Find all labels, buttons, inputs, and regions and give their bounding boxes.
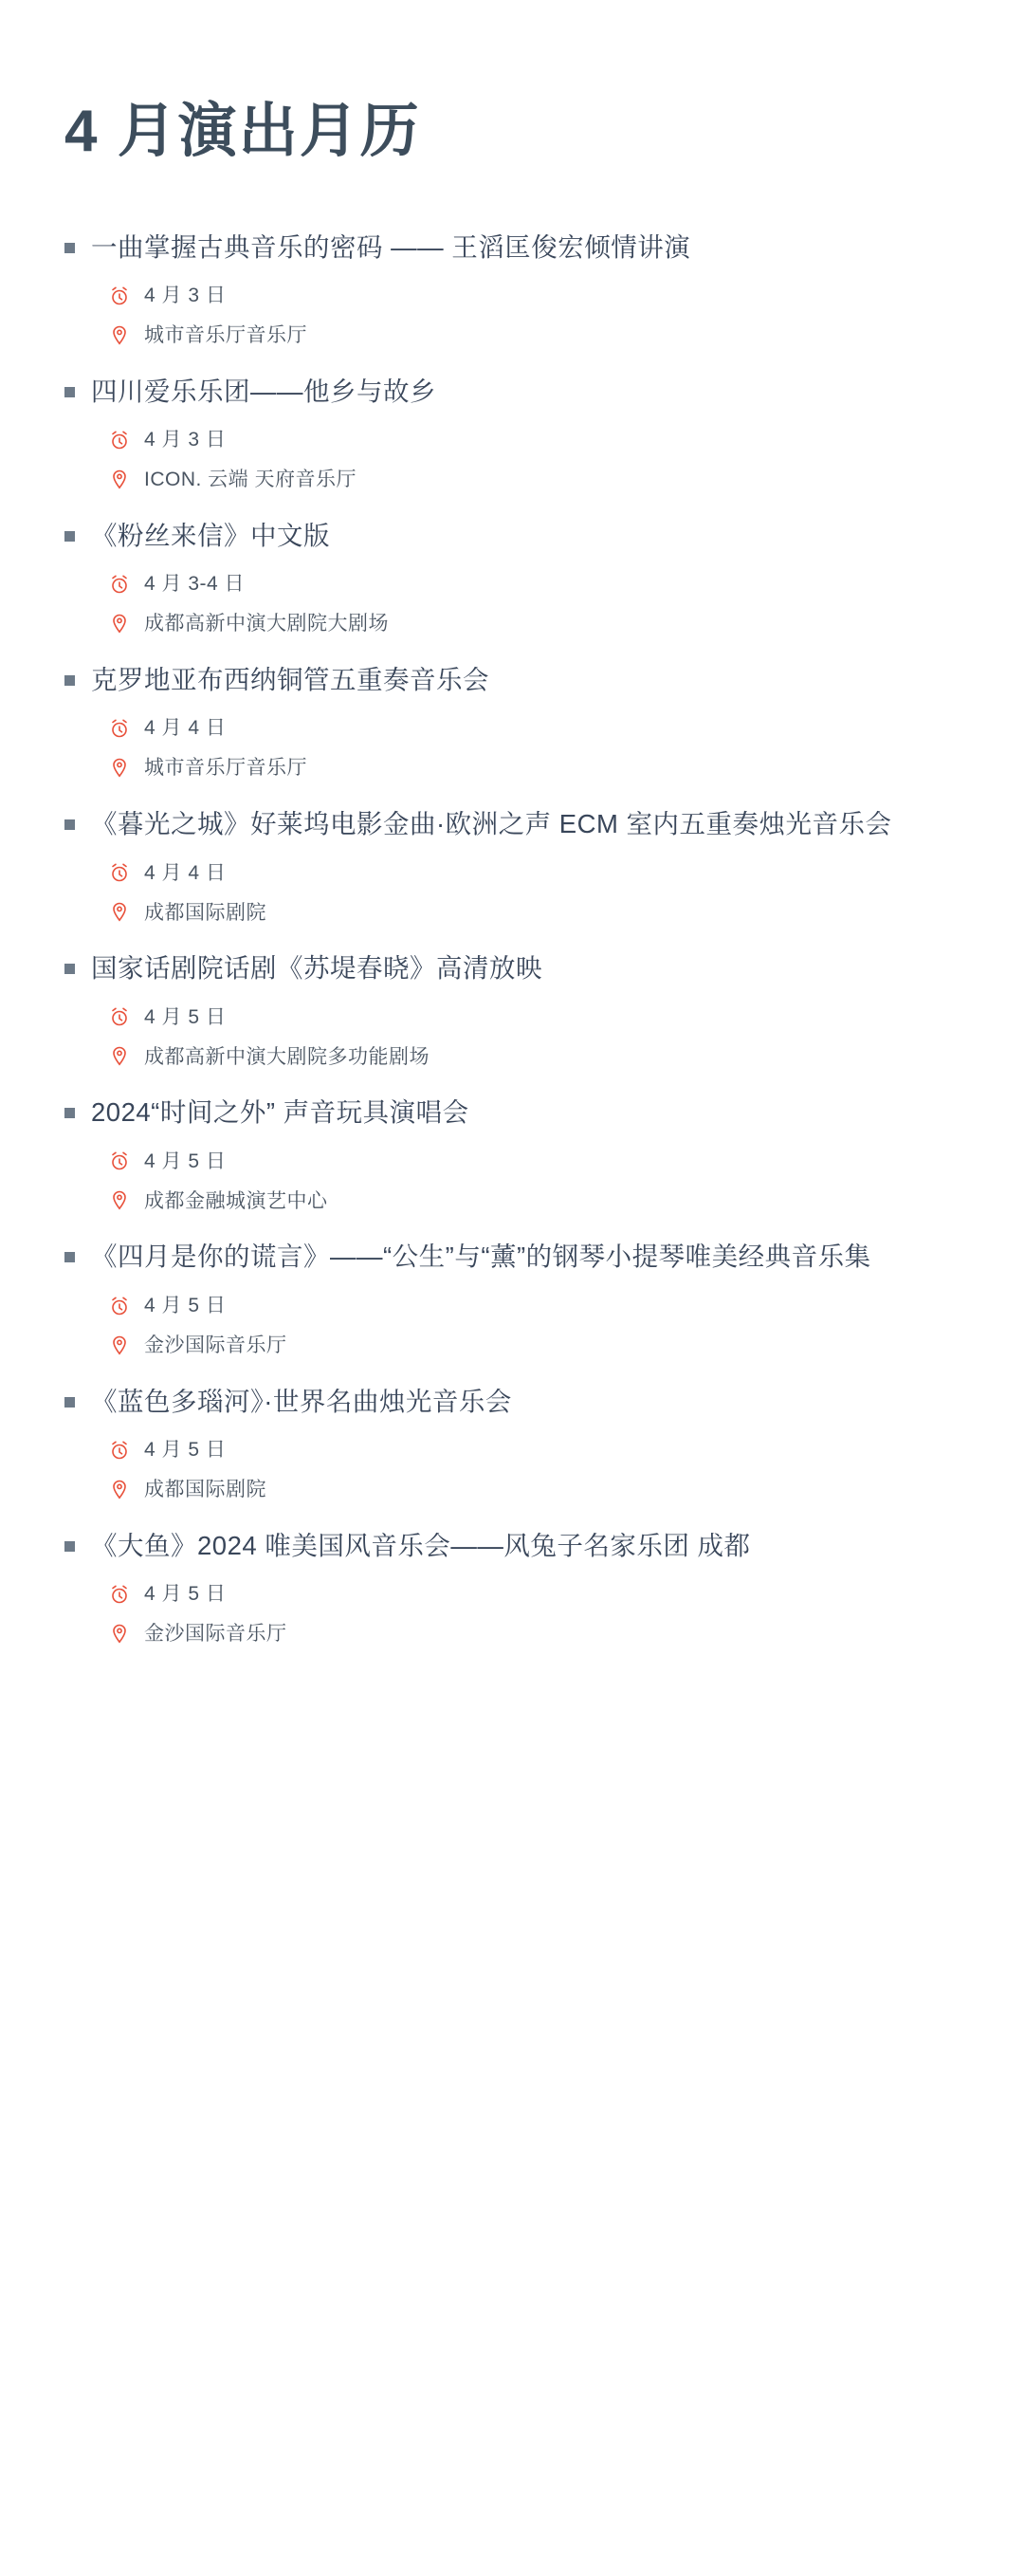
event-date-row bbox=[107, 572, 960, 597]
event-date-row bbox=[107, 860, 960, 885]
location-pin-icon bbox=[107, 1622, 132, 1647]
event-venue: 金沙国际音乐厅 bbox=[144, 1623, 287, 1646]
event-title: 《粉丝来信》中文版 bbox=[91, 520, 330, 550]
event-date-row bbox=[107, 1149, 960, 1173]
alarm-clock-icon bbox=[107, 572, 132, 597]
event-title: 《蓝色多瑙河》·世界名曲烛光音乐会 bbox=[91, 1386, 512, 1416]
event-title: 国家话剧院话剧《苏堤春晓》高清放映 bbox=[91, 953, 542, 984]
alarm-clock-icon bbox=[107, 284, 132, 308]
event-title: 《暮光之城》好莱坞电影金曲·欧洲之声 ECM 室内五重奏烛光音乐会 bbox=[91, 809, 892, 839]
bullet-icon bbox=[64, 387, 75, 397]
event-date: 4 月 3 日 bbox=[144, 429, 227, 451]
event-venue: ICON. 云端 天府音乐厅 bbox=[144, 469, 357, 491]
event-title-row bbox=[64, 946, 960, 991]
list-item bbox=[64, 801, 960, 925]
location-pin-icon bbox=[107, 1478, 132, 1502]
event-title: 《大鱼》2024 唯美国风音乐会——风兔子名家乐团 成都 bbox=[91, 1530, 751, 1560]
event-date: 4 月 5 日 bbox=[144, 1150, 227, 1172]
list-item bbox=[64, 946, 960, 1069]
event-date: 4 月 5 日 bbox=[144, 1294, 227, 1316]
event-date: 4 月 4 日 bbox=[144, 861, 227, 884]
event-venue-row bbox=[107, 468, 960, 492]
event-title-row bbox=[64, 657, 960, 703]
list-item bbox=[64, 1234, 960, 1357]
location-pin-icon bbox=[107, 1334, 132, 1358]
alarm-clock-icon bbox=[107, 1149, 132, 1173]
event-list bbox=[64, 225, 960, 1647]
list-item bbox=[64, 513, 960, 636]
event-venue-row bbox=[107, 756, 960, 781]
event-date: 4 月 3-4 日 bbox=[144, 573, 246, 596]
bullet-icon bbox=[64, 964, 75, 974]
location-pin-icon bbox=[107, 1044, 132, 1069]
list-item bbox=[64, 225, 960, 348]
event-title-row bbox=[64, 369, 960, 414]
bullet-icon bbox=[64, 819, 75, 830]
event-venue-row bbox=[107, 900, 960, 925]
event-venue: 成都高新中演大剧院大剧场 bbox=[144, 613, 389, 635]
bullet-icon bbox=[64, 531, 75, 542]
event-date-row bbox=[107, 1582, 960, 1607]
location-pin-icon bbox=[107, 900, 132, 925]
event-venue-row bbox=[107, 1622, 960, 1647]
event-venue-row bbox=[107, 323, 960, 348]
alarm-clock-icon bbox=[107, 1294, 132, 1318]
event-venue-row bbox=[107, 1188, 960, 1213]
alarm-clock-icon bbox=[107, 716, 132, 741]
list-item bbox=[64, 657, 960, 781]
event-venue: 金沙国际音乐厅 bbox=[144, 1334, 287, 1356]
event-date-row bbox=[107, 428, 960, 452]
event-venue-row bbox=[107, 1478, 960, 1502]
page-title: 4 月演出月历 bbox=[64, 98, 421, 164]
event-title: 一曲掌握古典音乐的密码 —— 王滔匡俊宏倾情讲演 bbox=[91, 231, 691, 262]
event-title-row bbox=[64, 513, 960, 559]
alarm-clock-icon bbox=[107, 428, 132, 452]
event-venue: 成都高新中演大剧院多功能剧场 bbox=[144, 1045, 430, 1068]
event-date-row bbox=[107, 1004, 960, 1029]
list-item bbox=[64, 1523, 960, 1647]
event-title: 2024“时间之外” 声音玩具演唱会 bbox=[91, 1097, 469, 1128]
location-pin-icon bbox=[107, 1188, 132, 1213]
location-pin-icon bbox=[107, 323, 132, 348]
article-page bbox=[0, 40, 1024, 2576]
event-title: 《四月是你的谎言》——“公生”与“薰”的钢琴小提琴唯美经典音乐集 bbox=[91, 1242, 871, 1272]
event-title-row bbox=[64, 1379, 960, 1425]
event-venue: 成都国际剧院 bbox=[144, 1479, 266, 1501]
list-item bbox=[64, 1379, 960, 1502]
bullet-icon bbox=[64, 1108, 75, 1118]
event-title-row bbox=[64, 1234, 960, 1279]
location-pin-icon bbox=[107, 468, 132, 492]
list-item bbox=[64, 1090, 960, 1213]
event-date-row bbox=[107, 284, 960, 308]
event-date: 4 月 5 日 bbox=[144, 1439, 227, 1462]
event-venue: 成都金融城演艺中心 bbox=[144, 1189, 328, 1212]
alarm-clock-icon bbox=[107, 1438, 132, 1463]
event-title-row bbox=[64, 801, 960, 847]
event-venue: 城市音乐厅音乐厅 bbox=[144, 324, 307, 347]
bullet-icon bbox=[64, 243, 75, 253]
location-pin-icon bbox=[107, 612, 132, 636]
alarm-clock-icon bbox=[107, 1582, 132, 1607]
bullet-icon bbox=[64, 675, 75, 686]
alarm-clock-icon bbox=[107, 860, 132, 885]
alarm-clock-icon bbox=[107, 1004, 132, 1029]
list-item bbox=[64, 369, 960, 492]
event-date: 4 月 5 日 bbox=[144, 1005, 227, 1028]
event-date: 4 月 5 日 bbox=[144, 1583, 227, 1606]
event-date-row bbox=[107, 1438, 960, 1463]
location-pin-icon bbox=[107, 756, 132, 781]
event-title-row bbox=[64, 1090, 960, 1135]
bullet-icon bbox=[64, 1252, 75, 1262]
event-date-row bbox=[107, 716, 960, 741]
event-date-row bbox=[107, 1294, 960, 1318]
event-title-row bbox=[64, 225, 960, 270]
event-title: 四川爱乐乐团——他乡与故乡 bbox=[91, 376, 436, 406]
event-venue: 城市音乐厅音乐厅 bbox=[144, 757, 307, 780]
bullet-icon bbox=[64, 1397, 75, 1408]
event-venue-row bbox=[107, 1334, 960, 1358]
event-venue-row bbox=[107, 612, 960, 636]
event-title: 克罗地亚布西纳铜管五重奏音乐会 bbox=[91, 664, 489, 694]
event-date: 4 月 4 日 bbox=[144, 717, 227, 740]
event-venue: 成都国际剧院 bbox=[144, 901, 266, 924]
event-title-row bbox=[64, 1523, 960, 1569]
bullet-icon bbox=[64, 1541, 75, 1552]
event-date: 4 月 3 日 bbox=[144, 285, 227, 307]
event-venue-row bbox=[107, 1044, 960, 1069]
